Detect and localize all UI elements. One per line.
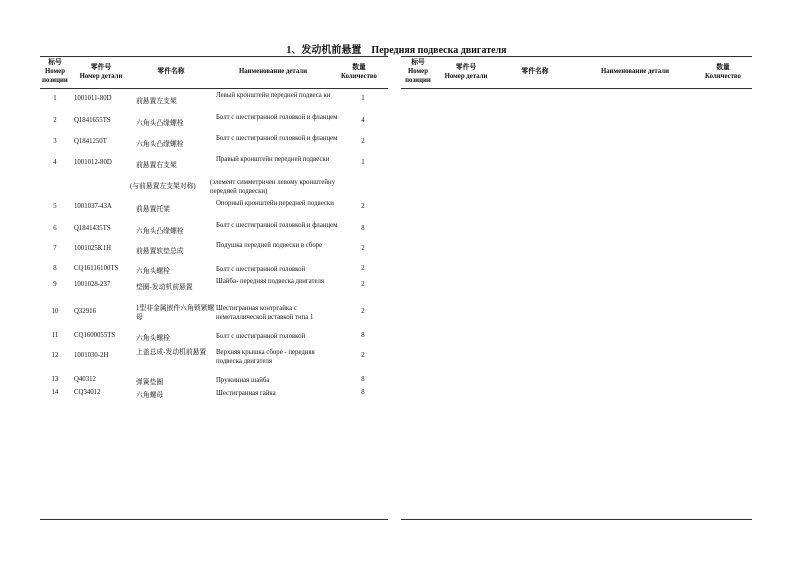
col-name-cn: 零件名称 [521, 68, 549, 75]
col-name-cn: 零件名称 [157, 68, 185, 75]
col-qty-ru: Количество [341, 73, 377, 80]
header-bottom-rule-right [401, 88, 752, 89]
col-name-ru: Наименование детали [238, 68, 308, 75]
table-row: 10 Q32916 1型非金属嵌件六角锁紧螺母 Шестигранная контргайка с неметаллической вставкой типа 1 2 [51, 305, 365, 321]
col-num-ru: Номер детали [444, 73, 488, 80]
footer-rule-right [401, 519, 752, 520]
col-num-cn: 零件号 [90, 64, 112, 71]
parts-rows [40, 89, 388, 402]
col-pos-ru: Номер позиции [42, 68, 68, 84]
table-row: 5 1001037-43A 前悬置托架 Опорный кронштейн передней подвески 2 [53, 200, 365, 213]
table-row: 2 Q1841655TS 六角头凸缘螺栓 Болт с шестигранной головкой и фланцем 4 [53, 114, 365, 127]
header-top-rule-left [40, 56, 388, 57]
table-row: 4 1001012-80D 前悬置右支架 Правый кронштейн передней подвески 1 [53, 156, 365, 169]
col-pos-ru: Номер позиции [405, 68, 431, 84]
footer-rule-left [40, 519, 388, 520]
page-title: 1、发动机前悬置 Передняя подвеска двигателя [286, 45, 507, 56]
table-row: 1 1001011-80D 前悬置左支架 Левый кронштейн передней подвеса ки 1 [53, 92, 365, 105]
table-row: (与前悬置左支架对称) (элемент симметричен левому кронштейну передней подвески) [130, 179, 336, 195]
col-name-ru: Наименование детали [600, 68, 670, 75]
table-row: 13 Q40312 弹簧垫圈 Пружинная шайба 8 [51, 376, 365, 386]
table-row: 6 Q1841435TS 六角头凸缘螺栓 Болт с шестигранной головкой и фланцем 8 [53, 222, 365, 235]
col-num-cn: 零件号 [455, 64, 477, 71]
col-num-ru: Номер детали [79, 73, 123, 80]
table-row: 14 CQ34012 六角螺母 Шестигранная гайка 8 [51, 389, 365, 399]
col-pos-cn: 标号 [48, 59, 62, 66]
table-row: 8 CQ16116100TS 六角头螺栓 Болт с шестигранной головкой 2 [53, 265, 365, 275]
col-qty-ru: Количество [705, 73, 741, 80]
col-pos-cn: 标号 [411, 59, 425, 66]
table-row: 3 Q1841250T 六角头凸缘螺栓 Болт с шестигранной головкой и фланцем 2 [53, 135, 365, 148]
table-row: 12 1001030-2H 上盖总成-发动机前悬置 Верхняя крышка сборе - передняя подвеска двигателя 2 [51, 349, 365, 365]
header-top-rule-right [401, 56, 752, 57]
table-row: 7 1001025K1H 前悬置软垫总成 Подушка передней подвески в сборе 2 [53, 242, 365, 255]
table-row: 11 CQ1600055TS 六角头螺栓 Болт с шестигранной головкой 8 [51, 332, 365, 342]
col-qty-cn: 数量 [352, 64, 366, 71]
col-qty-cn: 数量 [716, 64, 730, 71]
table-row: 9 1001028-237 垫圈-发动机前悬置 Шайба- передняя подвеска двигателя 2 [53, 278, 365, 291]
